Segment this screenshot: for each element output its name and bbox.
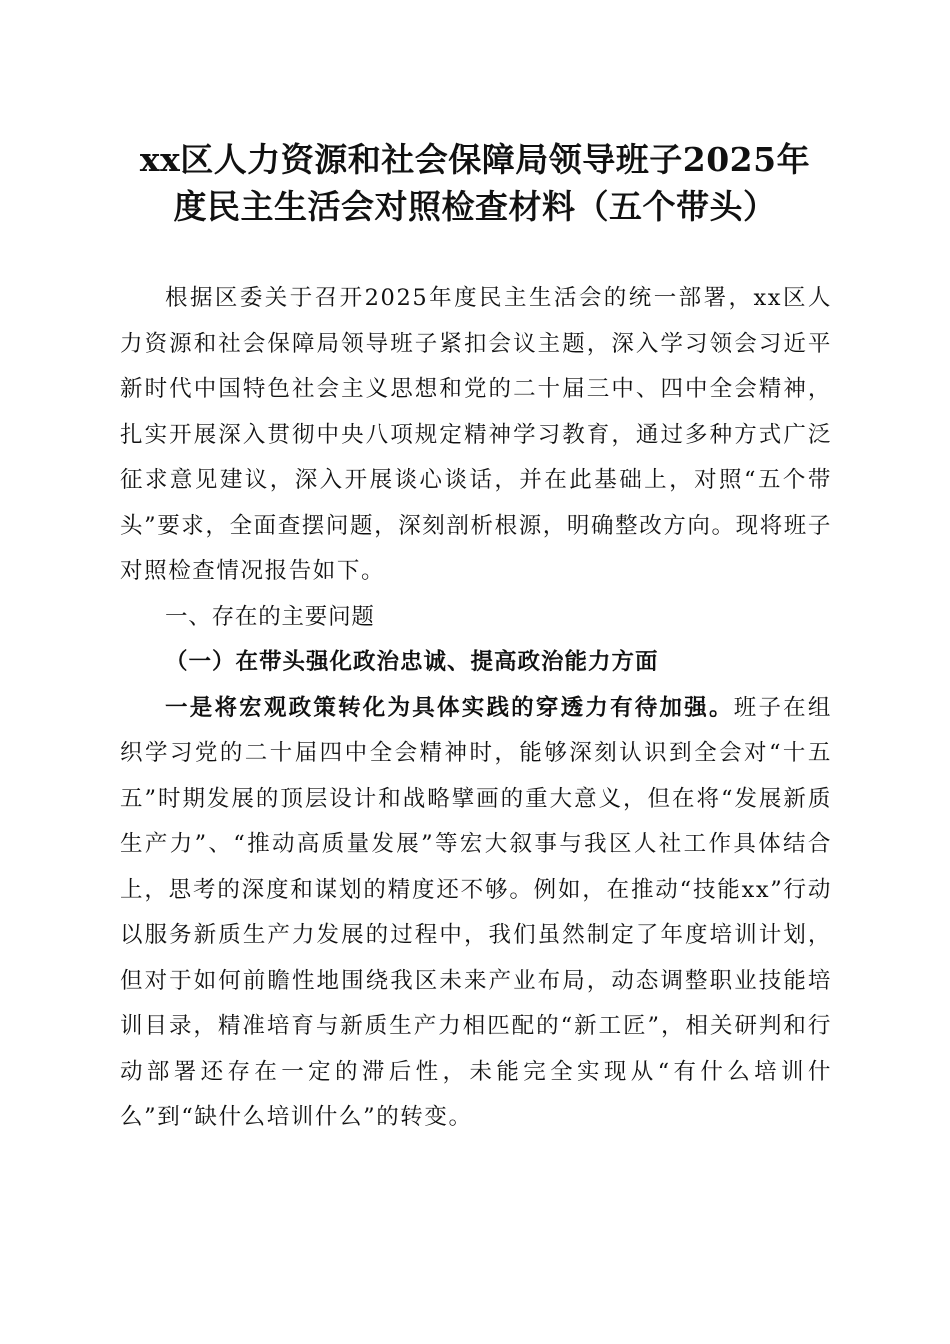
document-title (100, 136, 850, 230)
intro-paragraph: 根据区委关于召开2025年度民主生活会的统一部署，xx区人力资源和社会保障局领导班子紧扣会议主题，深入学习领会习近平新时代中国特色社会主义思想和党的二十届三中、四中全会精神，扎实开展深入贯彻中央八项规定精神学习教育，通过多种方式广泛征求意见建议，深入开展谈心谈话，并在此基础上，对照“五个带头”要求，全面查摆问题，深刻剖析根源，明确整改方向。现将班子对照检查情况报告如下。 (120, 285, 833, 584)
point-lead: 一是将宏观政策转化为具体实践的穿透力有待加强。 (165, 694, 734, 721)
point-body: 班子在组织学习党的二十届四中全会精神时，能够深刻认识到全会对“十五五”时期发展的顶层设计和战略擘画的重大意义，但在将“发展新质生产力”、“推动高质量发展”等宏大叙事与我区人社工作具体结合上，思考的深度和谋划的精度还不够。例如，在推动“技能xx”行动以服务新质生产力发展的过程中，我们虽然制定了年度培训计划，但对于如何前瞻性地围绕我区未来产业布局，动态调整职业技能培训目录，精准培育与新质生产力相匹配的“新工匠”，相关研判和行动部署还存在一定的滞后性，未能完全实现从“有什么培训什么”到“缺什么培训什么”的转变。 (120, 694, 832, 1130)
document-body (120, 276, 832, 1141)
title-line-2: 度民主生活会对照检查材料（五个带头） (173, 187, 777, 226)
point-paragraph (120, 686, 832, 1141)
section-heading: 一、存在的主要问题 (165, 603, 375, 630)
subsection-heading: （一）在带头强化政治忠诚、提高政治能力方面 (165, 649, 659, 675)
title-line-1: xx区人力资源和社会保障局领导班子2025年 (139, 140, 811, 179)
